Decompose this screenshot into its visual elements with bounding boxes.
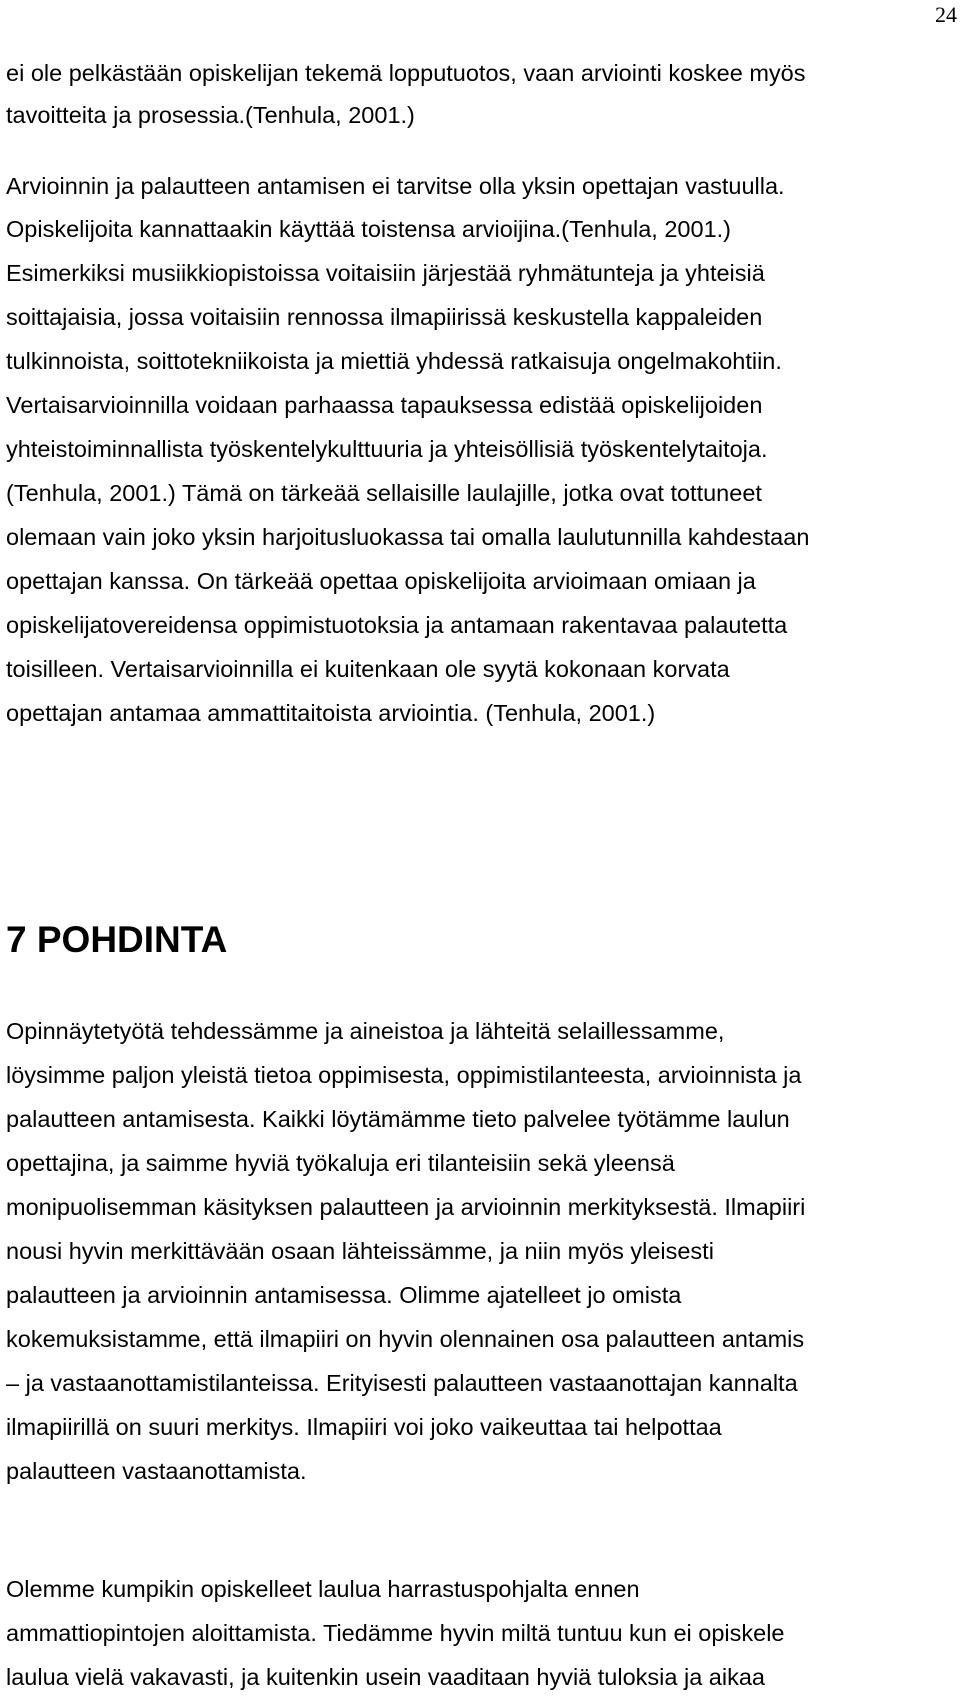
text-line: laulua vielä vakavasti, ja kuitenkin usein vaaditaan hyviä tuloksia ja aikaa — [6, 1664, 765, 1690]
text-line: Arvioinnin ja palautteen antamisen ei tarvitse olla yksin opettajan vastuulla. — [6, 173, 785, 199]
page-number: 24 — [935, 2, 957, 27]
text-line: soittajaisia, jossa voitaisiin rennossa ilmapiirissä keskustella kappaleiden — [6, 304, 763, 330]
text-line: kokemuksistamme, että ilmapiiri on hyvin olennainen osa palautteen antamis — [6, 1326, 805, 1352]
text-line: Opiskelijoita kannattaakin käyttää toistensa arvioijina.(Tenhula, 2001.) — [6, 216, 732, 242]
text-line: tavoitteita ja prosessia.(Tenhula, 2001.) — [6, 102, 415, 128]
text-line: opiskelijatovereidensa oppimistuotoksia ja antamaan rakentavaa palautetta — [6, 612, 788, 638]
text-line: nousi hyvin merkittävään osaan lähteissämme, ja niin myös yleisesti — [6, 1238, 714, 1264]
text-line: opettajan antamaa ammattitaitoista arviointia. (Tenhula, 2001.) — [6, 700, 656, 726]
text-line: yhteistoiminnallista työskentelykulttuuria ja yhteisöllisiä työskentelytaitoja. — [6, 436, 768, 462]
text-line: (Tenhula, 2001.) Tämä on tärkeää sellaisille laulajille, jotka ovat tottuneet — [6, 480, 762, 506]
section-heading: 7 POHDINTA — [6, 919, 228, 960]
text-line: Esimerkiksi musiikkiopistoissa voitaisiin järjestää ryhmätunteja ja yhteisiä — [6, 260, 765, 286]
text-line: palautteen ja arvioinnin antamisessa. Olimme ajatelleet jo omista — [6, 1282, 682, 1308]
text-line: Opinnäytetyötä tehdessämme ja aineistoa ja lähteitä selaillessamme, — [6, 1018, 725, 1044]
text-line: Olemme kumpikin opiskelleet laulua harrastuspohjalta ennen — [6, 1576, 640, 1602]
text-line: olemaan vain joko yksin harjoitusluokassa tai omalla laulutunnilla kahdestaan — [6, 524, 810, 550]
text-line: palautteen antamisesta. Kaikki löytämämme tieto palvelee työtämme laulun — [6, 1106, 790, 1132]
text-line: opettajan kanssa. On tärkeää opettaa opiskelijoita arvioimaan omiaan ja — [6, 568, 756, 594]
text-line: löysimme paljon yleistä tietoa oppimisesta, oppimistilanteesta, arvioinnista ja — [6, 1062, 802, 1088]
text-line: – ja vastaanottamistilanteissa. Erityisesti palautteen vastaanottajan kannalta — [6, 1370, 798, 1396]
text-line: ammattiopintojen aloittamista. Tiedämme hyvin miltä tuntuu kun ei opiskele — [6, 1620, 785, 1646]
text-line: ilmapiirillä on suuri merkitys. Ilmapiiri voi joko vaikeuttaa tai helpottaa — [6, 1414, 722, 1440]
text-line: palautteen vastaanottamista. — [6, 1458, 307, 1484]
text-line: tulkinnoista, soittotekniikoista ja miettiä yhdessä ratkaisuja ongelmakohtiin. — [6, 348, 782, 374]
text-line: toisilleen. Vertaisarvioinnilla ei kuitenkaan ole syytä kokonaan korvata — [6, 656, 730, 682]
text-line: Vertaisarvioinnilla voidaan parhaassa tapauksessa edistää opiskelijoiden — [6, 392, 763, 418]
text-line: ei ole pelkästään opiskelijan tekemä lopputuotos, vaan arviointi koskee myös — [6, 60, 806, 86]
text-line: opettajina, ja saimme hyviä työkaluja eri tilanteisiin sekä yleensä — [6, 1150, 675, 1176]
text-line: monipuolisemman käsityksen palautteen ja arvioinnin merkityksestä. Ilmapiiri — [6, 1194, 806, 1220]
